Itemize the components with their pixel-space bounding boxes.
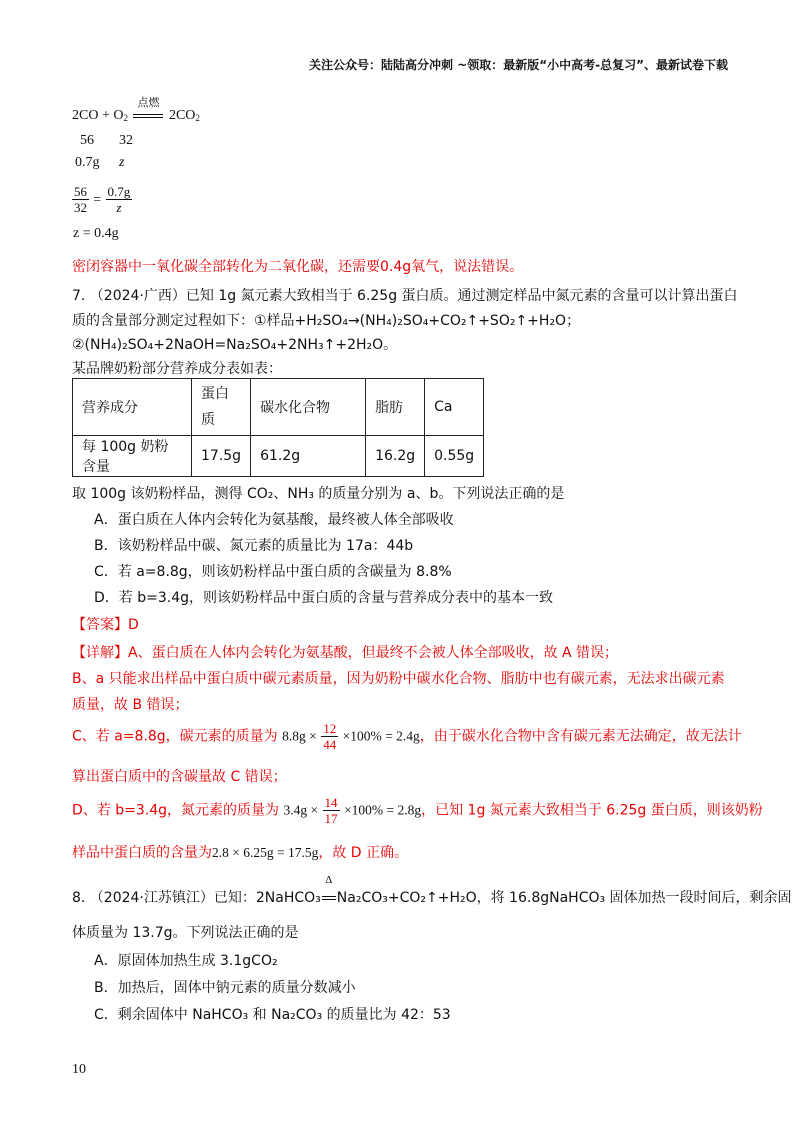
nutrition-table bbox=[72, 378, 484, 477]
question-8-stem-line2: 体质量为 13.7g。下列说法正确的是 bbox=[72, 925, 299, 941]
header-cell-fat: 脂肪 bbox=[366, 379, 425, 436]
header-cell-protein bbox=[192, 379, 251, 436]
option-b: B．该奶粉样品中碳、氮元素的质量比为 17a：44b bbox=[94, 538, 414, 554]
row-label-cell: 每 100g 奶粉含量 bbox=[73, 436, 192, 477]
molar-mass-1: 56 bbox=[80, 133, 94, 148]
question-7-stem-line2: 质的含量部分测定过程如下：①样品+H₂SO₄→(NH₄)₂SO₄+CO₂↑+SO₂↑+H₂O； bbox=[72, 313, 581, 329]
reaction-condition bbox=[133, 97, 163, 124]
detail-c-math-a: 8.8g × bbox=[282, 728, 317, 744]
header-cell-nutrient: 营养成分 bbox=[73, 379, 192, 436]
table-row bbox=[73, 436, 484, 477]
q8-option-a: A．原固体加热生成 3.1gCO₂ bbox=[94, 953, 278, 969]
page-header: 关注公众号：陆陆高分冲刺 ~领取：最新版“小中高考-总复习”、最新试卷下载 bbox=[309, 58, 728, 72]
heat-condition bbox=[322, 874, 336, 906]
given-mass: 0.7g bbox=[75, 155, 100, 170]
ratio-left-numerator: 56 bbox=[74, 184, 87, 199]
detail-d-line1 bbox=[72, 796, 763, 825]
question-8-suffix: Na₂CO₃+CO₂↑+H₂O，将 16.8gNaHCO₃ 固体加热一段时间后，剩余固 bbox=[336, 890, 792, 906]
header-cell-calcium: Ca bbox=[425, 379, 484, 436]
molar-mass-2: 32 bbox=[119, 133, 133, 148]
question-7-stem-line1: 7. （2024·广西）已知 1g 氮元素大致相当于 6.25g 蛋白质。通过测定样品中氮元素的含量可以计算出蛋白 bbox=[72, 288, 738, 304]
ratio-right-numerator: 0.7g bbox=[107, 184, 131, 199]
detail-b-line2: 质量，故 B 错误； bbox=[72, 697, 189, 713]
detail-a: 【详解】A、蛋白质在人体内会转化为氨基酸，但最终不会被人体全部吸收，故 A 错误； bbox=[72, 645, 619, 661]
option-c: C．若 a=8.8g，则该奶粉样品中蛋白质的含碳量为 8.8% bbox=[94, 564, 452, 580]
equation-lhs-subscript: 2 bbox=[123, 113, 128, 123]
option-d: D．若 b=3.4g，则该奶粉样品中蛋白质的含量与营养成分表中的基本一致 bbox=[94, 590, 553, 606]
header-protein-line1: 蛋白 bbox=[201, 386, 229, 402]
ratio-equation: $\frac{56}{32}$ = $\frac{0.7g}{z}$ bbox=[74, 184, 131, 215]
condition-label: 点燃 bbox=[137, 97, 160, 109]
detail-d2-suffix: ，故 D 正确。 bbox=[318, 845, 409, 861]
detail-c-fraction-den: 44 bbox=[323, 737, 337, 752]
detail-b-line1: B、a 只能求出样品中蛋白质中碳元素质量，因为奶粉中碳水化合物、脂肪中也有碳元素，无法求出碳元素 bbox=[72, 671, 725, 687]
detail-c-prefix: C、若 a=8.8g，碳元素的质量为 bbox=[72, 728, 278, 745]
heat-symbol: Δ bbox=[325, 874, 333, 886]
value-cell-protein: 17.5g bbox=[192, 436, 251, 477]
page-number: 10 bbox=[72, 1062, 86, 1077]
unknown-mass: z bbox=[119, 155, 125, 170]
detail-d2-prefix: 样品中蛋白质的含量为 bbox=[72, 845, 212, 861]
detail-d-prefix: D、若 b=3.4g，氮元素的质量为 bbox=[72, 802, 279, 819]
result-line: z = 0.4g bbox=[73, 226, 119, 241]
header-protein-line2: 质 bbox=[201, 412, 215, 428]
question-7-stem-line3: ②(NH₄)₂SO₄+2NaOH=Na₂SO₄+2NH₃↑+2H₂O。 bbox=[72, 337, 398, 353]
detail-c-line1 bbox=[72, 722, 742, 751]
q8-option-b: B．加热后，固体中钠元素的质量分数减小 bbox=[94, 980, 356, 996]
reaction-equation bbox=[72, 97, 200, 124]
equation-rhs-subscript: 2 bbox=[195, 113, 200, 123]
header-cell-carbohydrate: 碳水化合物 bbox=[251, 379, 366, 436]
value-cell-fat: 16.2g bbox=[366, 436, 425, 477]
value-cell-calcium: 0.55g bbox=[425, 436, 484, 477]
question-8-stem-line1 bbox=[72, 874, 792, 907]
detail-c-math-b: ×100% = 2.4g bbox=[342, 728, 420, 744]
detail-c-suffix: ，由于碳水化合物中含有碳元素无法确定，故无法计 bbox=[419, 728, 742, 745]
detail-d-fraction-den: 17 bbox=[324, 811, 338, 826]
q8-option-c: C．剩余固体中 NaHCO₃ 和 Na₂CO₃ 的质量比为 42：53 bbox=[94, 1007, 451, 1023]
detail-d2-math: 2.8 × 6.25g = 17.5g bbox=[212, 845, 319, 860]
detail-c-fraction-num: 12 bbox=[323, 721, 337, 736]
detail-d-math-b: ×100% = 2.8g bbox=[343, 802, 422, 818]
equation-lhs: 2CO + O bbox=[72, 108, 124, 123]
detail-c-line2: 算出蛋白质中的含碳量故 C 错误； bbox=[72, 769, 287, 785]
detail-d-line2 bbox=[72, 842, 408, 862]
equation-rhs: 2CO bbox=[168, 108, 196, 123]
ratio-right-denominator: z bbox=[116, 200, 122, 215]
detail-d-fraction-num: 14 bbox=[324, 795, 338, 810]
value-cell-carbohydrate: 61.2g bbox=[251, 436, 366, 477]
detail-d-math-a: 3.4g × bbox=[283, 802, 319, 818]
question-8-prefix: 8. （2024·江苏镇江）已知：2NaHCO₃ bbox=[72, 890, 321, 906]
option-a: A．蛋白质在人体内会转化为氨基酸，最终被人体全部吸收 bbox=[94, 512, 454, 528]
table-header-row bbox=[73, 379, 484, 436]
conclusion-text: 密闭容器中一氧化碳全部转化为二氧化碳，还需要0.4g氧气，说法错误。 bbox=[72, 259, 524, 275]
question-7-stem-line5: 取 100g 该奶粉样品，测得 CO₂、NH₃ 的质量分别为 a、b。下列说法正确的是 bbox=[72, 486, 565, 502]
answer-label: 【答案】D bbox=[72, 617, 139, 633]
ratio-left-denominator: 32 bbox=[74, 200, 87, 215]
detail-d-suffix: ，已知 1g 氮元素大致相当于 6.25g 蛋白质，则该奶粉 bbox=[421, 802, 763, 819]
question-7-stem-line4: 某品牌奶粉部分营养成分表如表： bbox=[72, 361, 282, 377]
